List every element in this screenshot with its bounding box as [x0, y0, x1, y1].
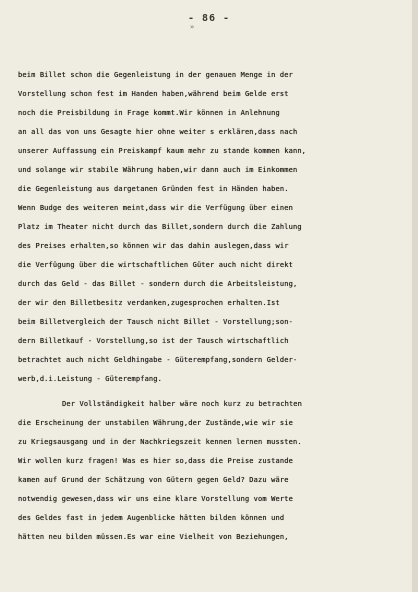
text-line: betrachtet auch nicht Geldhingabe - Güterempfang,sondern Gelder- — [18, 356, 298, 364]
page-number: - 86 - — [187, 13, 231, 24]
text-line: Wenn Budge des weiteren meint,dass wir die Verfügung über einen — [18, 204, 293, 212]
text-line: unserer Auffassung ein Preiskampf kaum mehr zu stande kommen kann, — [18, 147, 307, 155]
text-line: die Erscheinung der unstabilen Währung,der Zustände,wie wir sie — [18, 419, 293, 427]
text-line: Wir wollen kurz fragen! Was es hier so,dass die Preise zustande — [18, 457, 293, 465]
text-line: an all das von uns Gesagte hier ohne weiter s erklären,dass nach — [18, 128, 298, 136]
page-edge — [412, 0, 418, 592]
text-line: Der Vollständigkeit halber wäre noch kurz zu betrachten — [62, 400, 303, 408]
pencil-mark: » — [190, 23, 195, 31]
text-line: Platz im Theater nicht durch das Billet,sondern durch die Zahlung — [18, 223, 302, 231]
text-line: hätten neu bilden müssen.Es war eine Vielheit von Beziehungen, — [18, 533, 289, 541]
text-line: Vorstellung schon fest im Handen haben,während beim Gelde erst — [18, 90, 289, 98]
text-line: zu Kriegsausgang und in der Nachkriegszeit kennen lernen mussten. — [18, 438, 302, 446]
text-line: notwendig gewesen,dass wir uns eine klare Vorstellung vom Werte — [18, 495, 293, 503]
text-line: werb,d.i.Leistung - Güterempfang. — [18, 375, 163, 383]
text-line: der wir den Billetbesitz verdanken,zugesprochen erhalten.Ist — [18, 299, 280, 307]
text-line: des Preises erhalten,so können wir das dahin auslegen,dass wir — [18, 242, 289, 250]
text-line: durch das Geld - das Billet - sondern durch die Arbeitsleistung, — [18, 280, 298, 288]
text-line: noch die Preisbildung in Frage kommt.Wir können in Anlehnung — [18, 109, 280, 117]
text-line: beim Billet schon die Gegenleistung in der genauen Menge in der — [18, 71, 293, 79]
text-line: des Geldes fast in jedem Augenblicke hätten bilden können und — [18, 514, 285, 522]
text-line: die Verfügung über die wirtschaftlichen Güter auch nicht direkt — [18, 261, 293, 269]
text-line: und solange wir stabile Währung haben,wir dann auch im Einkommen — [18, 166, 298, 174]
text-line: beim Billetvergleich der Tausch nicht Billet - Vorstellung;son- — [18, 318, 293, 326]
text-line: die Gegenleistung aus dargetanen Gründen fest in Händen haben. — [18, 185, 289, 193]
text-line: kamen auf Grund der Schätzung von Gütern gegen Geld? Dazu wäre — [18, 476, 289, 484]
text-line: dern Billetkauf - Vorstellung,so ist der Tausch wirtschaftlich — [18, 337, 289, 345]
